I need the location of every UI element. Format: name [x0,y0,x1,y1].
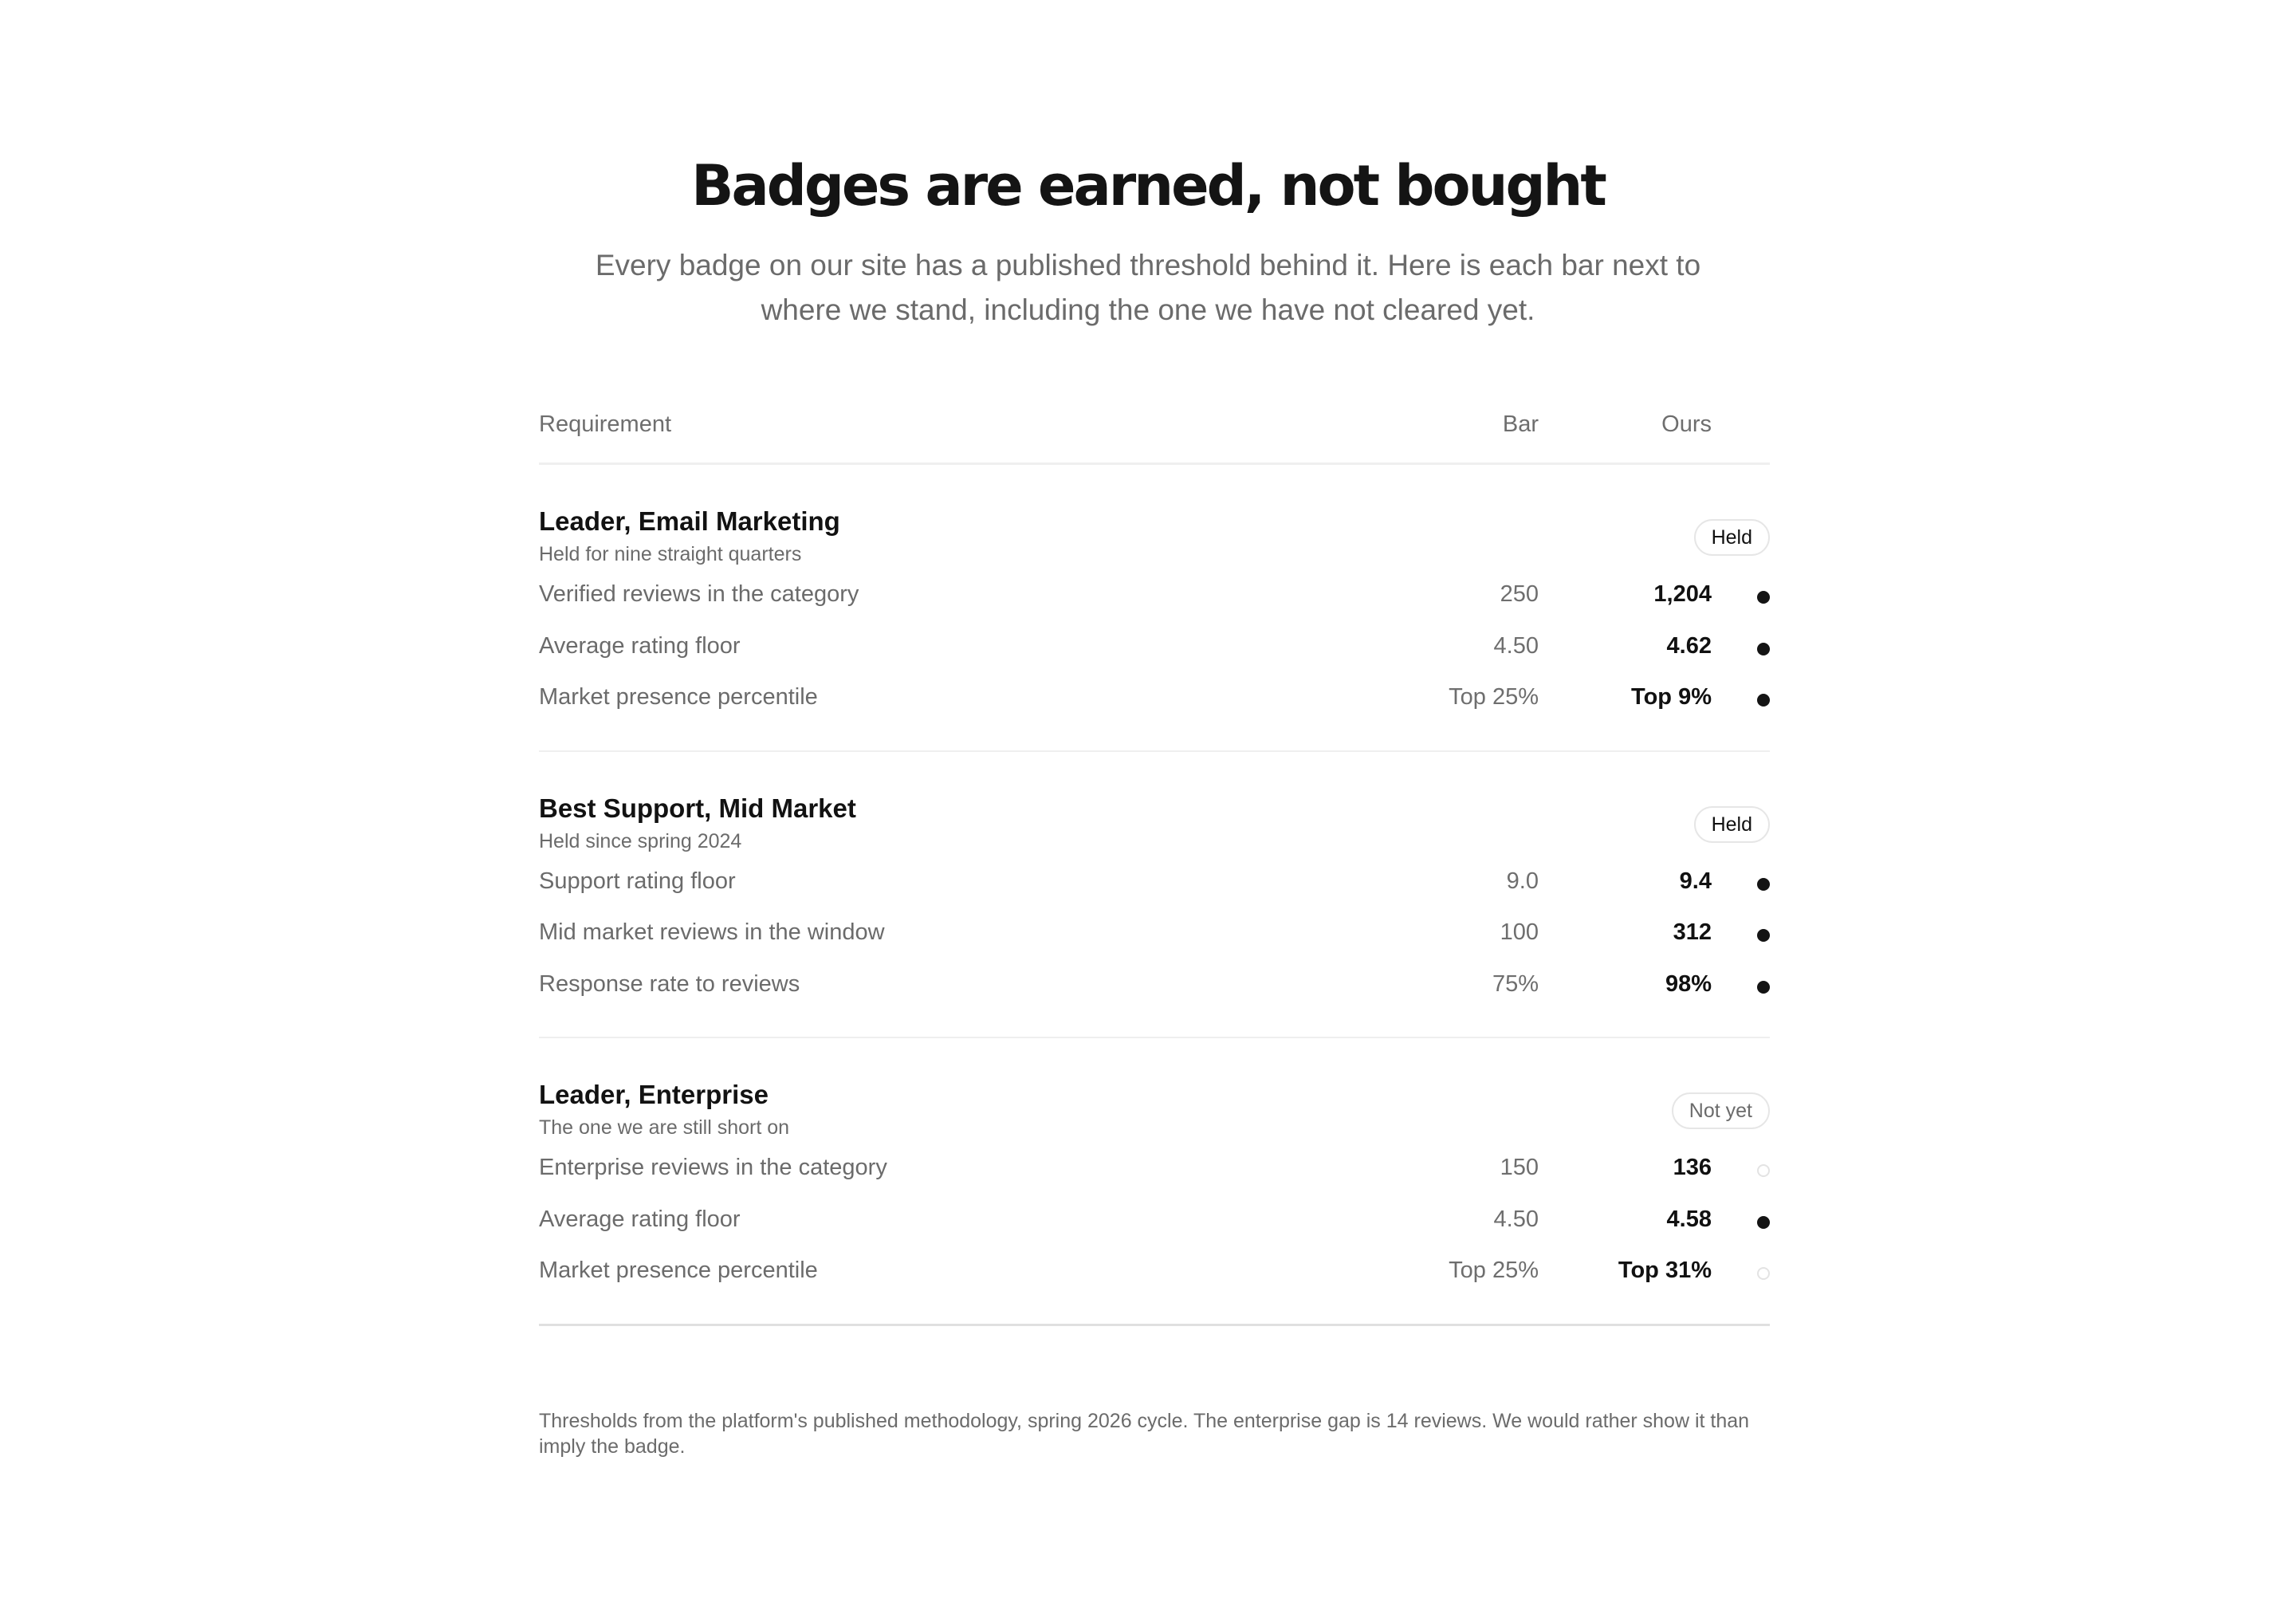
table-row [539,859,1770,911]
footnote: Thresholds from the platform's published methodology, spring 2026 cycle. The enterprise gap is 14 reviews. We would rather show it than imply the badge. [539,1410,1750,1458]
ours-value: 98% [1665,970,1712,997]
table-row [539,1248,1770,1300]
badge-group-header [539,1038,1770,1145]
badge-subtitle: Held for nine straight quarters [539,543,802,565]
ours-value: 4.62 [1666,632,1712,659]
status-dot-icon [1757,591,1770,604]
ours-value: 1,204 [1653,581,1712,607]
bar-value: 4.50 [1493,1206,1539,1232]
badge-group-support-mid-market [539,752,1770,1039]
status-dot-icon [1757,878,1770,891]
ours-value: 9.4 [1679,868,1712,894]
badge-group-header [539,465,1770,572]
badge-group-email-marketing [539,465,1770,752]
ours-value: Top 9% [1631,684,1712,710]
table-row [539,624,1770,675]
requirement-label: Average rating floor [539,632,741,659]
status-badge: Not yet [1672,1092,1770,1129]
ours-value: 136 [1673,1155,1712,1180]
requirement-label: Market presence percentile [539,1258,818,1283]
badge-title: Leader, Email Marketing [539,506,840,536]
status-badge: Held [1694,519,1770,556]
status-dot-icon [1757,1267,1770,1280]
requirement-label: Enterprise reviews in the category [539,1155,887,1180]
bar-value: 4.50 [1493,632,1539,659]
column-header-ours: Ours [1661,411,1712,437]
bar-value: 100 [1500,919,1539,945]
status-dot-icon [1757,643,1770,655]
page-title: Badges are earned, not bought [691,153,1605,218]
table-row [539,910,1770,962]
badge-requirements-table [539,399,1770,1326]
status-dot-icon [1757,981,1770,994]
badge-title: Best Support, Mid Market [539,793,856,823]
table-row [539,1145,1770,1197]
bar-value: 250 [1500,581,1539,607]
status-dot-icon [1757,929,1770,942]
requirement-label: Mid market reviews in the window [539,919,885,945]
bar-value: 150 [1500,1155,1539,1180]
ours-value: Top 31% [1618,1258,1712,1283]
status-dot-icon [1757,1216,1770,1229]
requirement-label: Average rating floor [539,1206,741,1232]
requirement-label: Market presence percentile [539,684,818,710]
table-row [539,675,1770,726]
status-dot-icon [1757,694,1770,707]
badge-subtitle: Held since spring 2024 [539,829,742,852]
badge-title: Leader, Enterprise [539,1080,769,1109]
badge-group-enterprise [539,1038,1770,1326]
column-header-bar: Bar [1502,411,1539,437]
requirement-label: Support rating floor [539,868,736,894]
bar-value: 9.0 [1506,868,1539,894]
ours-value: 312 [1673,919,1712,945]
table-row [539,572,1770,624]
status-dot-icon [1757,1164,1770,1177]
status-badge: Held [1694,806,1770,843]
table-row [539,962,1770,1014]
badge-subtitle: The one we are still short on [539,1116,790,1139]
bar-value: Top 25% [1449,1258,1539,1283]
requirement-label: Verified reviews in the category [539,581,859,607]
intro-text: Every badge on our site has a published threshold behind it. Here is each bar next to where we stand, including the one we have not cleared yet. [595,249,1701,326]
bar-value: Top 25% [1449,684,1539,710]
table-header [539,399,1770,465]
table-row [539,1197,1770,1249]
badge-group-header [539,752,1770,859]
ours-value: 4.58 [1666,1206,1712,1232]
column-header-requirement: Requirement [539,411,672,437]
requirement-label: Response rate to reviews [539,970,800,997]
bar-value: 75% [1492,970,1539,997]
